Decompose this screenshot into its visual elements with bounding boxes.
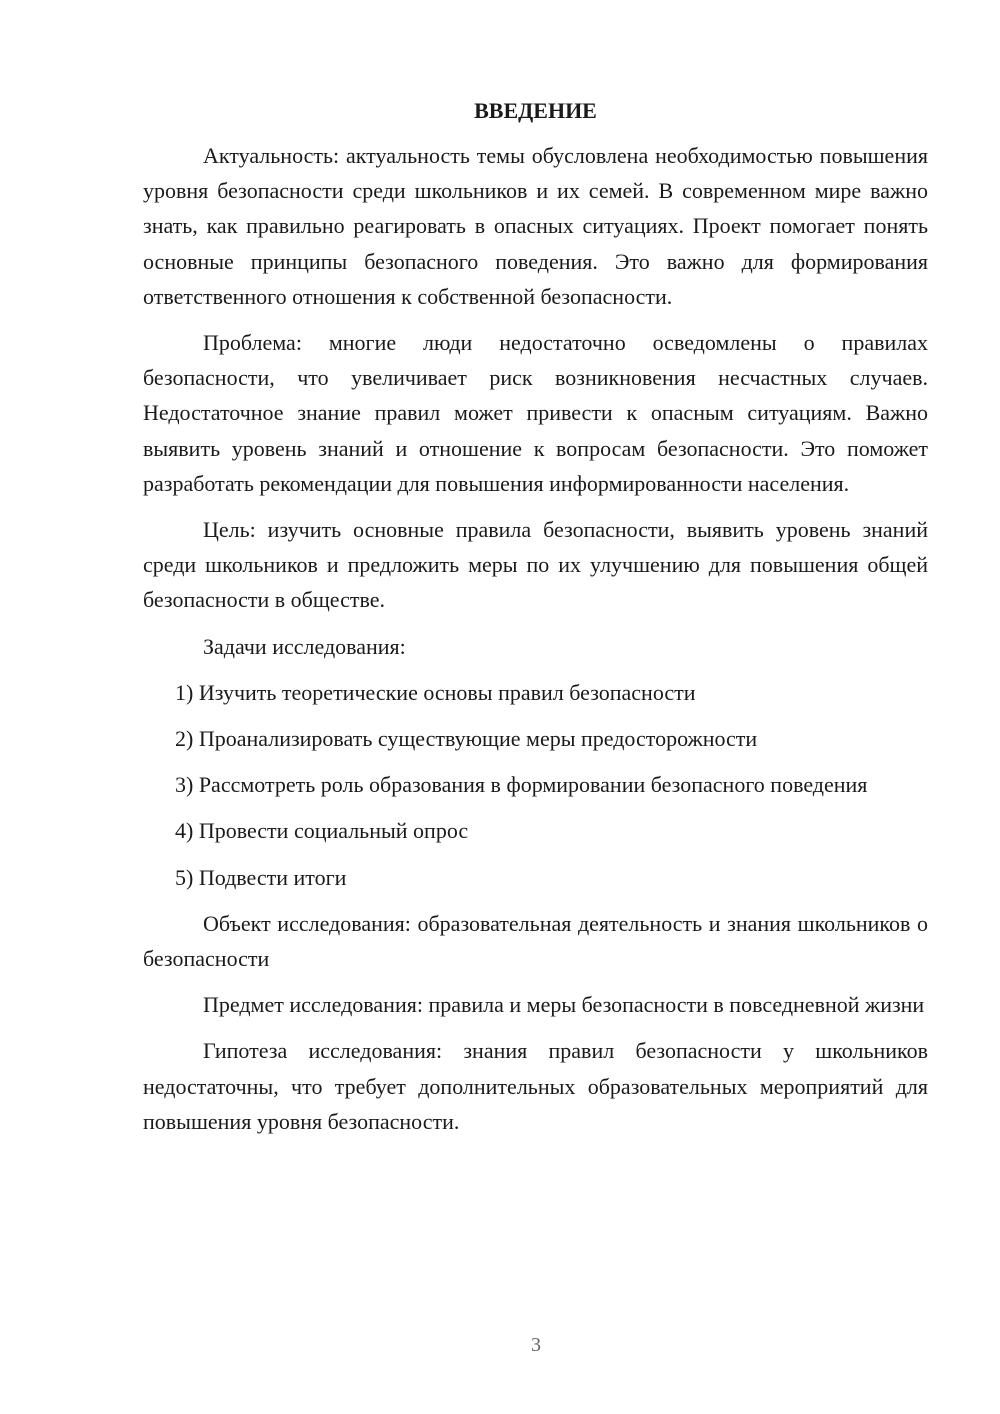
relevance-paragraph: Актуальность: актуальность темы обусловлена необходимостью повышения уровня безопасности среди школьников и их семей. В современном мире важно знать, как правильно реагировать в опасных ситуациях. Проект помогает понять основные принципы безопасного поведения. Это важно для формирования ответственного отношения к собственной безопасности.: [143, 143, 928, 309]
tasks-intro: Задачи исследования:: [203, 633, 406, 659]
page-number: 3: [531, 1334, 541, 1356]
task-item: 3) Рассмотреть роль образования в формировании безопасного поведения: [175, 772, 868, 798]
object-paragraph: Объект исследования: образовательная деятельность и знания школьников о безопасности: [143, 910, 928, 972]
section-heading: ВВЕДЕНИЕ: [474, 98, 597, 123]
problem-paragraph: Проблема: многие люди недостаточно осведомлены о правилах безопасности, что увеличивает риск возникновения несчастных случаев. Недостаточное знание правил может привести к опасным ситуациям. Важно выявить уровень знаний и отношение к вопросам безопасности. Это поможет разработать рекомендации для повышения информированности населения.: [143, 330, 928, 496]
hypothesis-paragraph: Гипотеза исследования: знания правил безопасности у школьников недостаточны, что требует дополнительных образовательных мероприятий для повышения уровня безопасности.: [143, 1038, 928, 1134]
task-item: 5) Подвести итоги: [175, 864, 347, 890]
task-item: 2) Проанализировать существующие меры предосторожности: [175, 726, 758, 752]
task-item: 1) Изучить теоретические основы правил безопасности: [175, 679, 696, 705]
goal-paragraph: Цель: изучить основные правила безопасности, выявить уровень знаний среди школьников и предложить меры по их улучшению для повышения общей безопасности в обществе.: [143, 517, 928, 613]
task-item: 4) Провести социальный опрос: [175, 818, 469, 844]
subject-paragraph: Предмет исследования: правила и меры безопасности в повседневной жизни: [203, 992, 925, 1018]
document-page: [143, 96, 928, 1150]
